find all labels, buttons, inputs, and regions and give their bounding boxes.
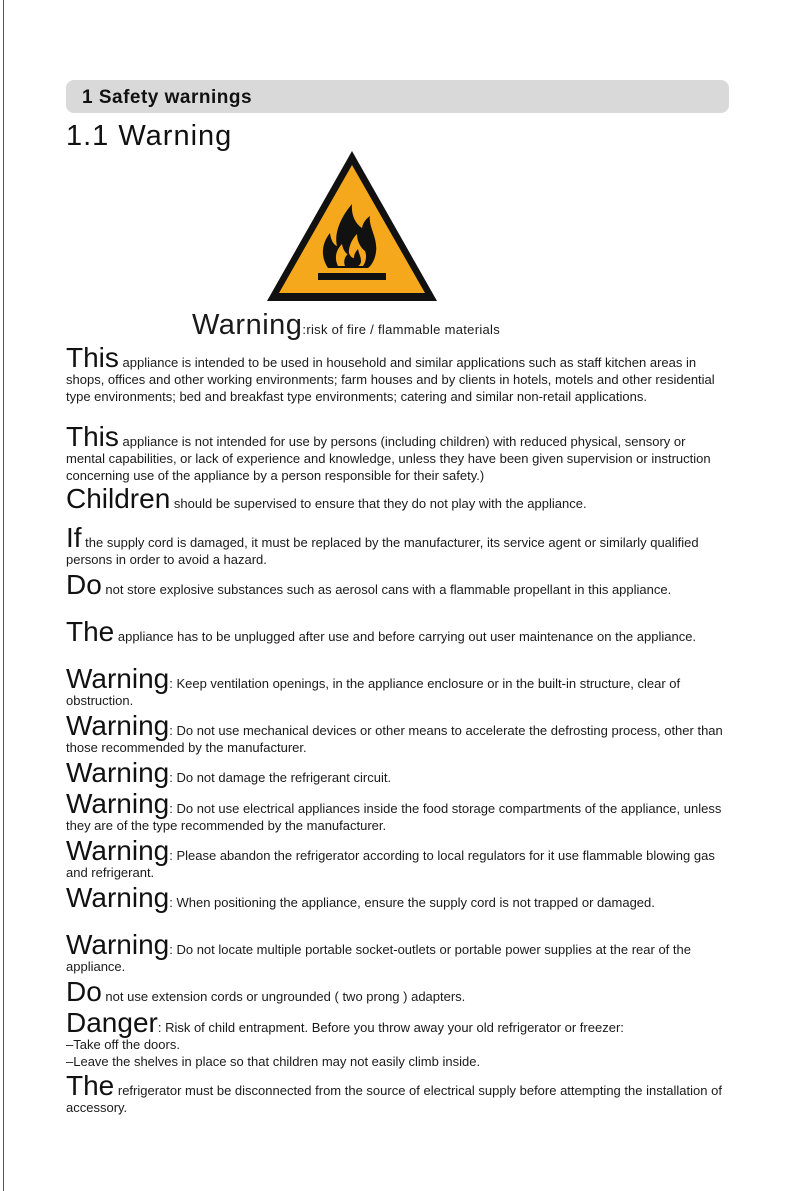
lead-word: Danger	[66, 1007, 158, 1038]
paragraph-text: : When positioning the appliance, ensure the supply cord is not trapped or damaged.	[169, 895, 655, 910]
hazard-caption	[192, 309, 500, 342]
paragraph-danger-entrapment	[66, 1007, 726, 1070]
paragraph-text: appliance is not intended for use by persons (including children) with reduced physical, sensory or mental capabilities, or lack of experience and knowledge, unless they have been given supervision or instruction concerning use of the appliance by a person responsible for their safety.)	[66, 434, 711, 483]
lead-word: Do	[66, 569, 102, 600]
lead-word: Warning	[66, 710, 170, 741]
section-title: 1 Safety warnings	[82, 87, 253, 108]
paragraph-disconnect-supply	[66, 1070, 726, 1116]
lead-word: Warning	[66, 882, 170, 913]
lead-word: Warning	[66, 929, 170, 960]
paragraph-text: appliance is intended to be used in household and similar applications such as staff kitchen areas in shops, offices and other working environments; farm houses and by clients in hotels, motels and other residential type environments; bed and breakfast type environments; catering and similar non-retail applications.	[66, 355, 715, 404]
paragraph-explosive-substances	[66, 569, 726, 600]
paragraph-refrigerant-circuit	[66, 757, 726, 788]
lead-word: Warning	[66, 757, 170, 788]
paragraph-text: refrigerator must be disconnected from the source of electrical supply before attempting the installation of accessory.	[66, 1083, 722, 1115]
lead-word: Warning	[66, 788, 170, 819]
paragraph-ventilation	[66, 663, 726, 709]
lead-word: The	[66, 616, 115, 647]
lead-word: Warning	[66, 663, 170, 694]
paragraph-text: : Do not locate multiple portable socket-outlets or portable power supplies at the rear of the appliance.	[66, 942, 691, 974]
paragraph-text: : Do not damage the refrigerant circuit.	[169, 770, 392, 785]
danger-list-item: –Take off the doors.	[66, 1037, 180, 1052]
caption-warning-word: Warning	[192, 309, 303, 341]
paragraph-abandon	[66, 835, 726, 881]
paragraph-text: : Keep ventilation openings, in the appliance enclosure or in the built-in structure, clear of obstruction.	[66, 676, 681, 708]
paragraph-text: should be supervised to ensure that they do not play with the appliance.	[170, 496, 587, 511]
caption-description: :risk of fire / flammable materials	[302, 322, 501, 337]
paragraph-positioning	[66, 882, 726, 913]
paragraph-text: : Do not use electrical appliances inside the food storage compartments of the appliance, unless they are of the type recommended by the manufacturer.	[66, 801, 722, 833]
subsection-title: 1.1 Warning	[66, 120, 233, 152]
paragraph-supply-cord	[66, 522, 726, 568]
paragraph-electrical-appliances	[66, 788, 726, 834]
paragraph-text: appliance has to be unplugged after use and before carrying out user maintenance on the appliance.	[114, 629, 697, 644]
paragraph-defrosting	[66, 710, 726, 756]
lead-word: Do	[66, 976, 102, 1007]
paragraph-text: the supply cord is damaged, it must be replaced by the manufacturer, its service agent or similarly qualified persons in order to avoid a hazard.	[66, 535, 699, 567]
lead-word: If	[66, 522, 82, 553]
danger-list-item: –Leave the shelves in place so that children may not easily climb inside.	[66, 1054, 481, 1069]
flammable-warning-icon	[264, 148, 440, 304]
paragraph-socket-outlets	[66, 929, 726, 975]
paragraph-text: : Do not use mechanical devices or other means to accelerate the defrosting process, other than those recommended by the manufacturer.	[66, 723, 723, 755]
lead-word: Warning	[66, 835, 170, 866]
section-header	[66, 80, 729, 113]
page-edge-line	[3, 0, 4, 1191]
lead-word: The	[66, 1070, 115, 1101]
lead-word: This	[66, 342, 119, 373]
lead-word: Children	[66, 483, 171, 514]
lead-word: This	[66, 421, 119, 452]
paragraph-unplug	[66, 616, 726, 647]
paragraph-reduced-capabilities	[66, 421, 726, 484]
paragraph-text: : Risk of child entrapment. Before you throw away your old refrigerator or freezer:	[157, 1020, 624, 1035]
paragraph-text: : Please abandon the refrigerator according to local regulators for it use flammable blowing gas and refrigerant.	[66, 848, 715, 880]
paragraph-text: not store explosive substances such as aerosol cans with a flammable propellant in this appliance.	[101, 582, 672, 597]
paragraph-text: not use extension cords or ungrounded ( two prong ) adapters.	[101, 989, 466, 1004]
paragraph-extension-cords	[66, 976, 726, 1007]
paragraph-children	[66, 483, 726, 514]
paragraph-household-use	[66, 342, 726, 405]
